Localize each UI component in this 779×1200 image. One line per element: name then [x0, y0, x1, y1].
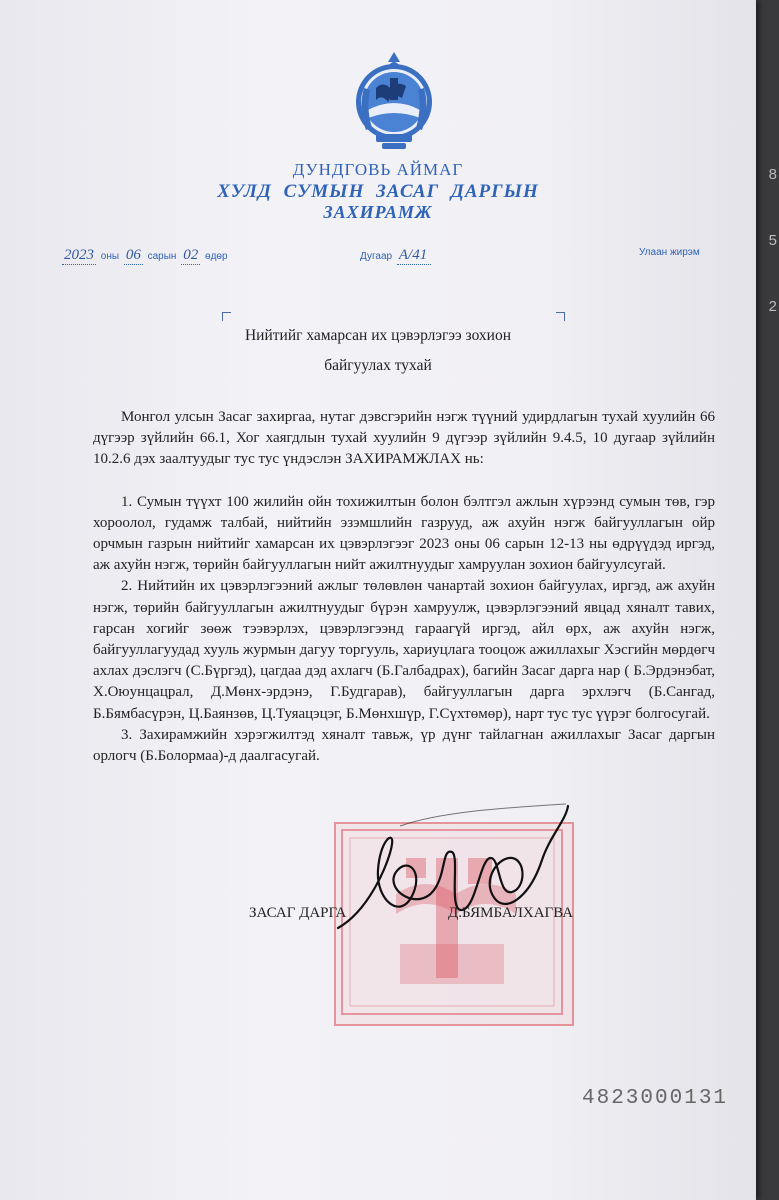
- signatory-name: Д.БЯМБАЛХАГВА: [448, 905, 574, 921]
- day-handwritten: 02: [183, 247, 199, 263]
- document-body: [93, 407, 715, 767]
- edge-digit-1: 8: [768, 166, 777, 183]
- order-item-1: 1. Сумын түүхт 100 жилийн ойн тохижилтын болон бэлтгэл ажлын хүрээнд сумын төв, гэр хороолол, гудамж талбай, нийтийн эзэмшлийн газрууд, аж ахуйн нэгж байгууллагын ойр орчмын газрын нийтийг хамарсан их цэвэрлэгээг 2023 оны 06 сарын 12-13 ны өдрүүдэд иргэд, аж ахуйн нэгж, төрийн байгууллагын нийт ажилтнуудыг хамруулан зохион байгуулсугай.: [93, 493, 715, 574]
- number-handwritten: А/41: [397, 247, 431, 265]
- office-heading: ХУЛД СУМЫН ЗАСАГ ДАРГЫН: [217, 181, 539, 202]
- edge-digit-2: 5: [768, 232, 777, 249]
- day-label: өдөр: [205, 251, 228, 262]
- edge-digit-3: 2: [768, 298, 777, 315]
- province-heading: ДУНДГОВЬ АЙМАГ: [292, 160, 464, 179]
- preamble-paragraph: Монгол улсын Засаг захиргаа, нутаг дэвсгэрийн нэгж түүний удирдлагын тухай хуулийн 66 дүгээр зүйлийн 66.1, Хог хаягдлын тухай хуулийн 9 дүгээр зүйлийн 9.4.5, 10 дугаар зүйлийн 10.2.6 дэх заалтуудыг тус тус үндэслэн ЗАХИРАМЖЛАХ нь:: [93, 409, 715, 468]
- number-label: Дугаар: [360, 251, 393, 262]
- document-title-line-1: Нийтийг хамарсан их цэвэрлэгээ зохион: [244, 327, 512, 344]
- month-label: сарын: [147, 251, 177, 262]
- order-item-2: 2. Нийтийн их цэвэрлэгээний ажлыг төлөвлөн чанартай зохион байгуулах, иргэд, аж ахуйн нэгж, төрийн байгууллагын ажилтнуудыг бүрэн хамруулж, цэвэрлэгээний явцад хяналт тавих, гарсан хогийг зөөж тээвэрлэх, цэвэрлэгээнд гараагүй иргэд, айл өрх, аж ахуйн нэгж, байгууллагуудад хууль журмын дагуу торгууль, хариуцлага тооцож ажиллахыг Хэсгийн мөрдөгч ахлах дэслэгч (С.Бүргэд), цагдаа дэд ахлагч (Б.Галбадрах), багийн Засаг дарга нар ( Б.Эрдэнэбат, Х.Оюунцацрал, Д.Мөнх-эрдэнэ, Г.Будгарав), байгууллагын дарга эрхлэгч (Б.Сангад, Б.Бямбасүрэн, Ц.Баянзөв, Ц.Туяацэцэг, Б.Мөнхшүр, Г.Сүхтөмөр), нарт тус тус үүрэг болгосугай.: [93, 578, 715, 722]
- document-serial-number: 4823000131: [582, 1087, 729, 1110]
- year-handwritten: 2023: [64, 247, 94, 263]
- place-label: Улаан жирэм: [639, 247, 700, 258]
- state-emblem-icon: [352, 48, 436, 154]
- date-line: [60, 247, 228, 265]
- year-label: оны: [100, 251, 120, 262]
- handwritten-signature-icon: [330, 800, 570, 960]
- document-type-heading: ЗАХИРАМЖ: [323, 202, 433, 222]
- title-bracket-left: [222, 312, 231, 321]
- number-line: [360, 247, 433, 265]
- signatory-title: ЗАСАГ ДАРГА: [249, 905, 347, 921]
- document-title-line-2: байгуулах тухай: [324, 357, 432, 374]
- title-bracket-right: [556, 312, 565, 321]
- month-handwritten: 06: [125, 247, 141, 263]
- order-item-3: 3. Захирамжийн хэрэгжилтэд хяналт тавьж, үр дүнг тайлагнан ажиллахыг Засаг даргын орлогч (Б.Болормаа)-д даалгасугай.: [93, 726, 715, 765]
